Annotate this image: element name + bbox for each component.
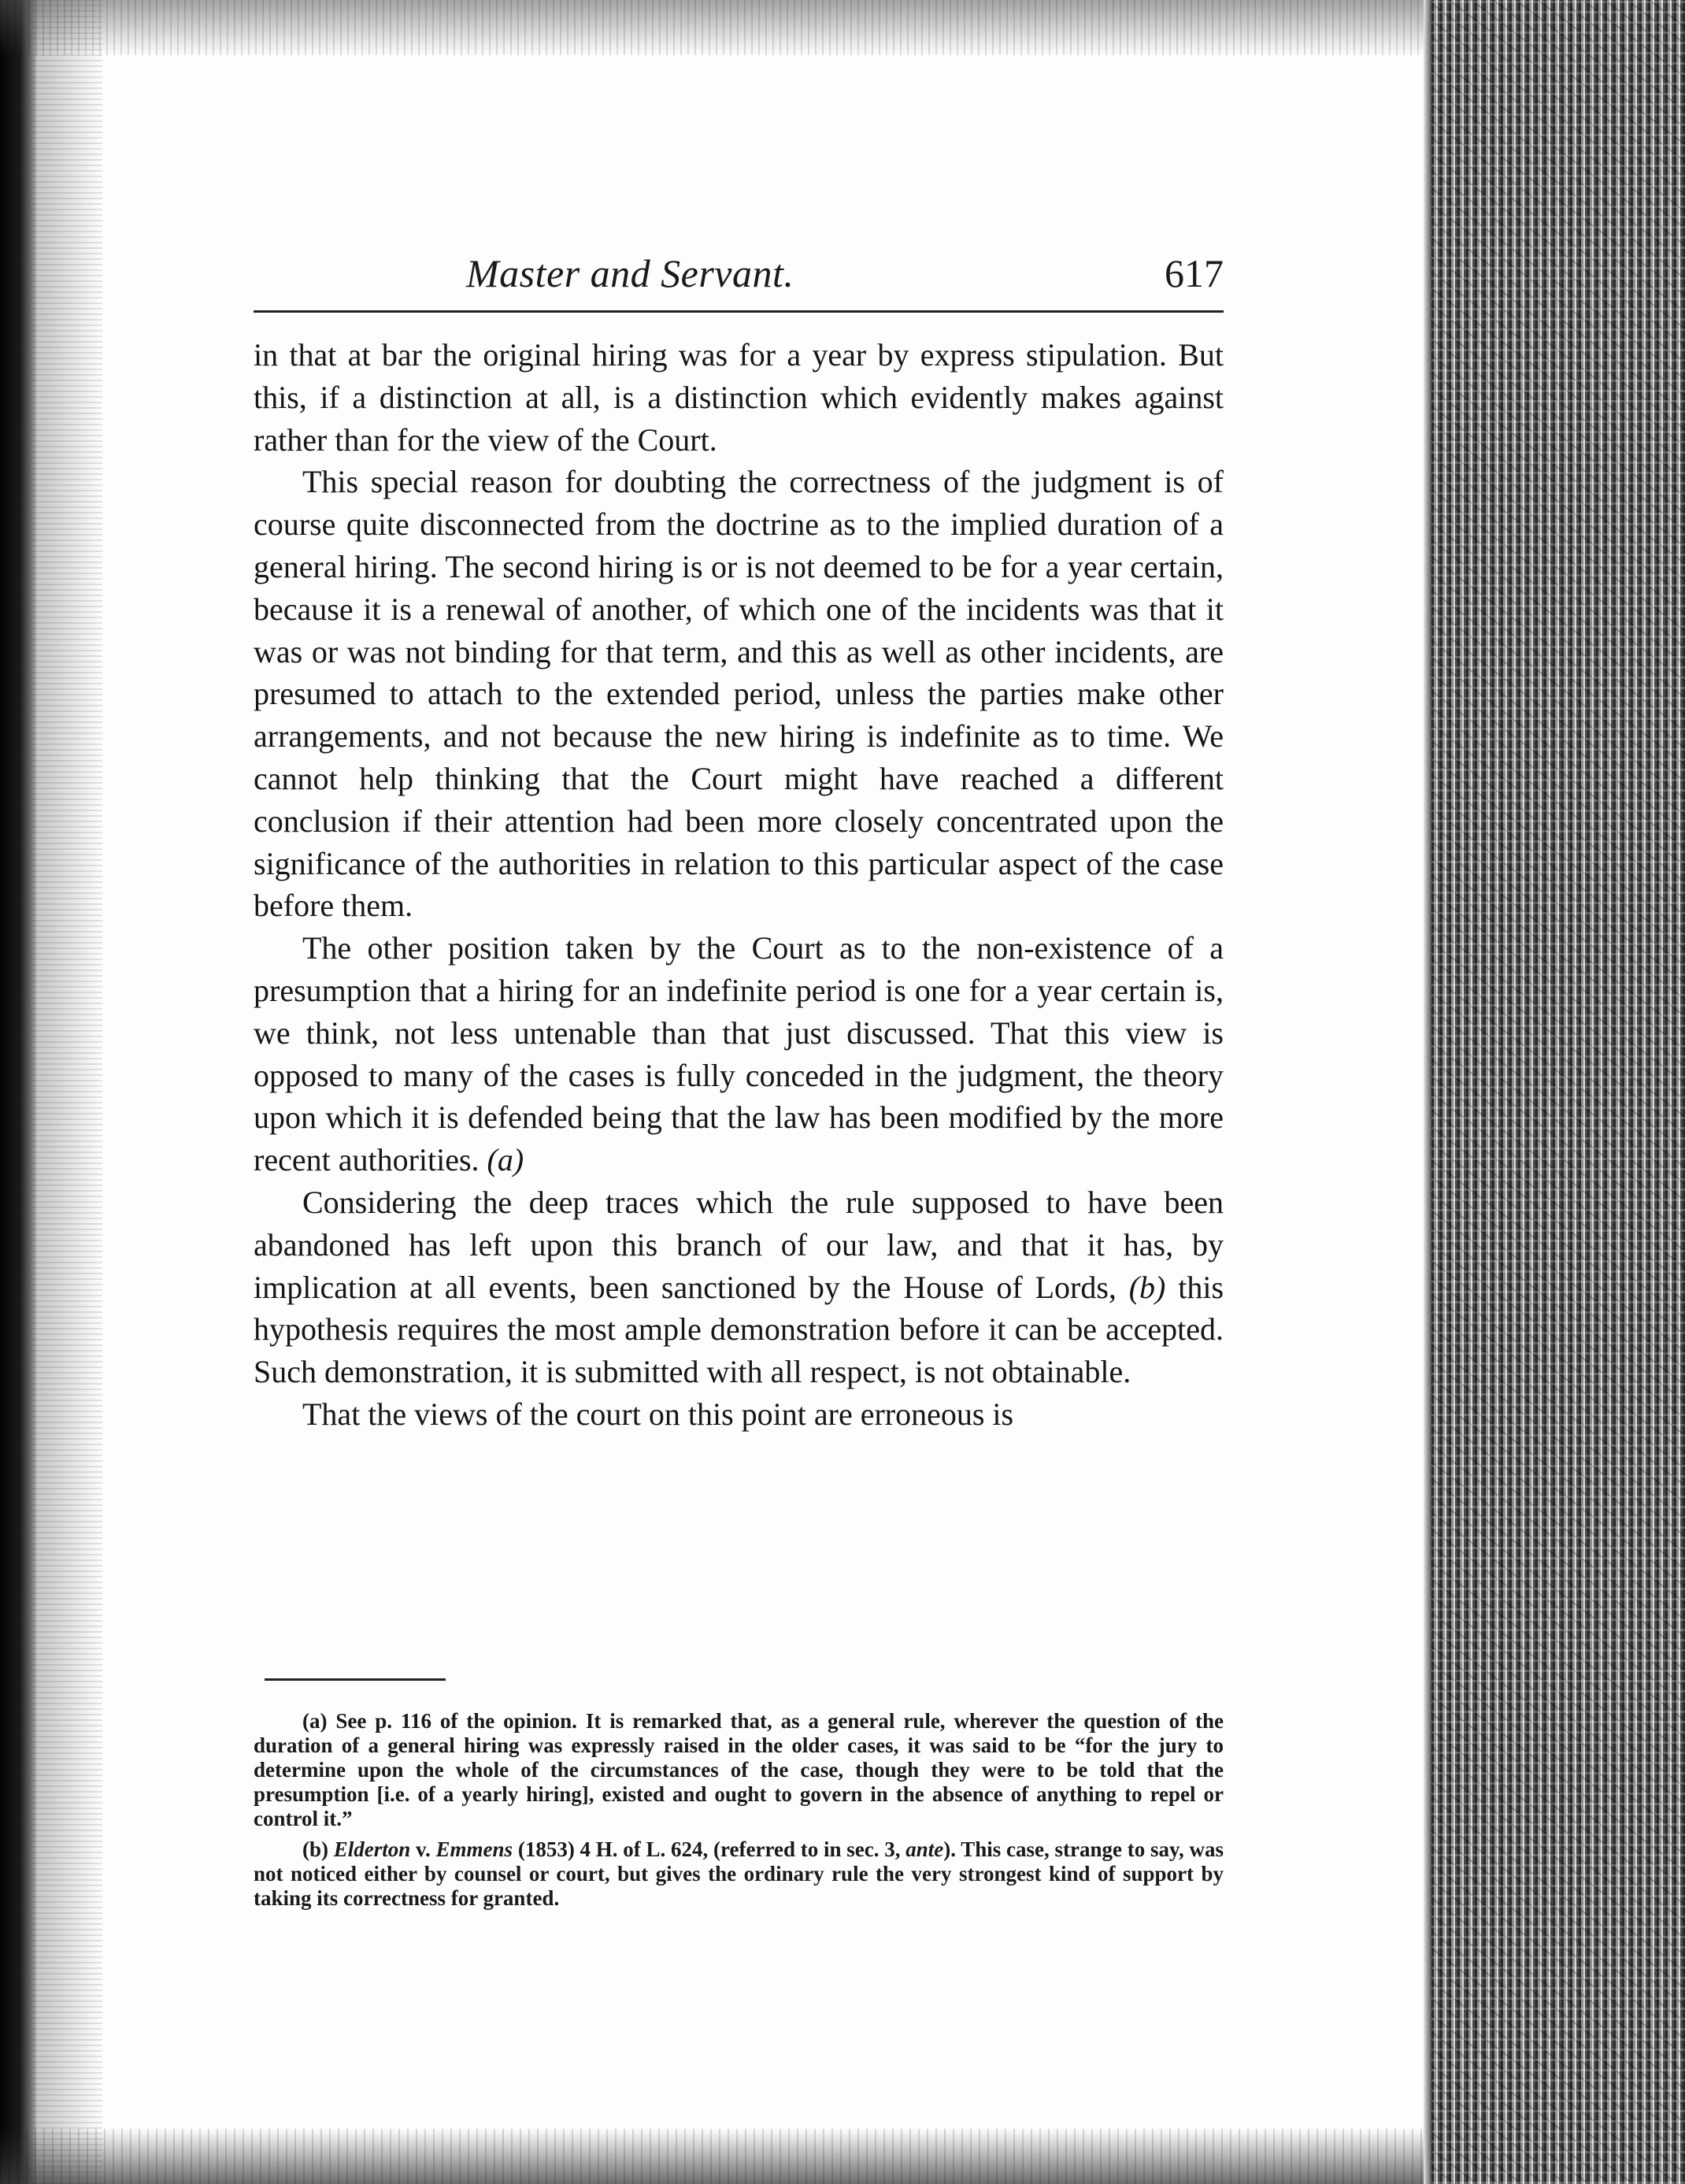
body-text — [254, 334, 1224, 1436]
footnote-b-ante: ante — [905, 1837, 944, 1861]
paragraph-3: The other position taken by the Court as to the non-existence of a presumption that a hiring for an indefinite period is one for a year certain is, we think, not less untenable than that just discussed. That this view is opposed to many of the cases is fully conceded in the judgment, the theory upon which it is defended being that the law has been modified by the more recent authorities. (a) — [254, 930, 1224, 1178]
footnote-a — [254, 1709, 1224, 1831]
footnote-b-party: Emmens — [435, 1837, 513, 1861]
footnote-b-marker: (b) — [302, 1837, 328, 1861]
footnotes — [254, 1709, 1224, 1917]
footnote-a-text: See p. 116 of the opinion. It is remarked that, as a general rule, wherever the question of the duration of a general hiring was expressly raised in the older cases, it was said to be “for the jury to determine upon the whole of the circumstances of the case, though they were to be told that the presumption [i.e. of a yearly hiring], existed and ought to govern in the absence of anything to repel or control it.” — [254, 1709, 1224, 1830]
page-number: 617 — [1165, 251, 1224, 295]
paragraph-1: in that at bar the original hiring was for a year by express stipulation. But this, if a distinction at all, is a distinction which evidently makes against rather than for the view of the Court. — [254, 337, 1224, 458]
running-title: Master and Servant. — [466, 251, 794, 295]
footnote-b: (b) Elderton v. Emmens (1853) 4 H. of L. 624, (referred to in sec. 3, ante). This case, strange to say, was not noticed either by counsel or court, but gives the ordinary rule the very strongest kind of support by taking its correctness for granted. — [254, 1837, 1224, 1910]
footnote-b-text: ). This case, strange to say, was not noticed either by counsel or court, but gives the ordinary rule the very strongest kind of support by taking its correctness for granted. — [254, 1837, 1224, 1910]
book-page-edges-texture — [1431, 0, 1685, 2184]
paragraph-4: Considering the deep traces which the rule supposed to have been abandoned has left upon this branch of our law, and that it has, by implication at all events, been sanctioned by the House of Lords, (b) this hypothesis requires the most ample demonstration before it can be accepted. Such demonstration, it is submitted with all respect, is not obtainable. — [254, 1184, 1224, 1390]
footnote-b-case: Elderton — [333, 1837, 411, 1861]
scanner-border-bottom — [0, 2129, 1433, 2184]
scanner-noise-left — [31, 0, 102, 2184]
page-header — [254, 250, 1224, 321]
footnote-rule — [265, 1678, 446, 1681]
paragraph-2: This special reason for doubting the correctness of the judgment is of course quite disconnected from the doctrine as to the implied duration of a general hiring. The second hiring is or is not deemed to be for a year certain, because it is a renewal of another, of which one of the incidents was that it was or was not binding for that term, and this as well as other incidents, are presumed to attach to the extended period, unless the parties make other arrangements, and not because the new hiring is indefinite as to time. We cannot help thinking that the Court might have reached a different conclusion if their attention had been more closely concentrated upon the significance of the authorities in relation to this particular aspect of the case before them. — [254, 464, 1224, 924]
footnote-ref-b[interactable]: (b) — [1128, 1269, 1166, 1305]
paragraph-5: That the views of the court on this point are erroneous is — [302, 1396, 1014, 1432]
header-rule — [254, 310, 1224, 313]
footnote-a-marker: (a) — [302, 1709, 328, 1733]
footnote-ref-a[interactable]: (a) — [487, 1142, 524, 1178]
scanner-border-top — [0, 0, 1433, 55]
